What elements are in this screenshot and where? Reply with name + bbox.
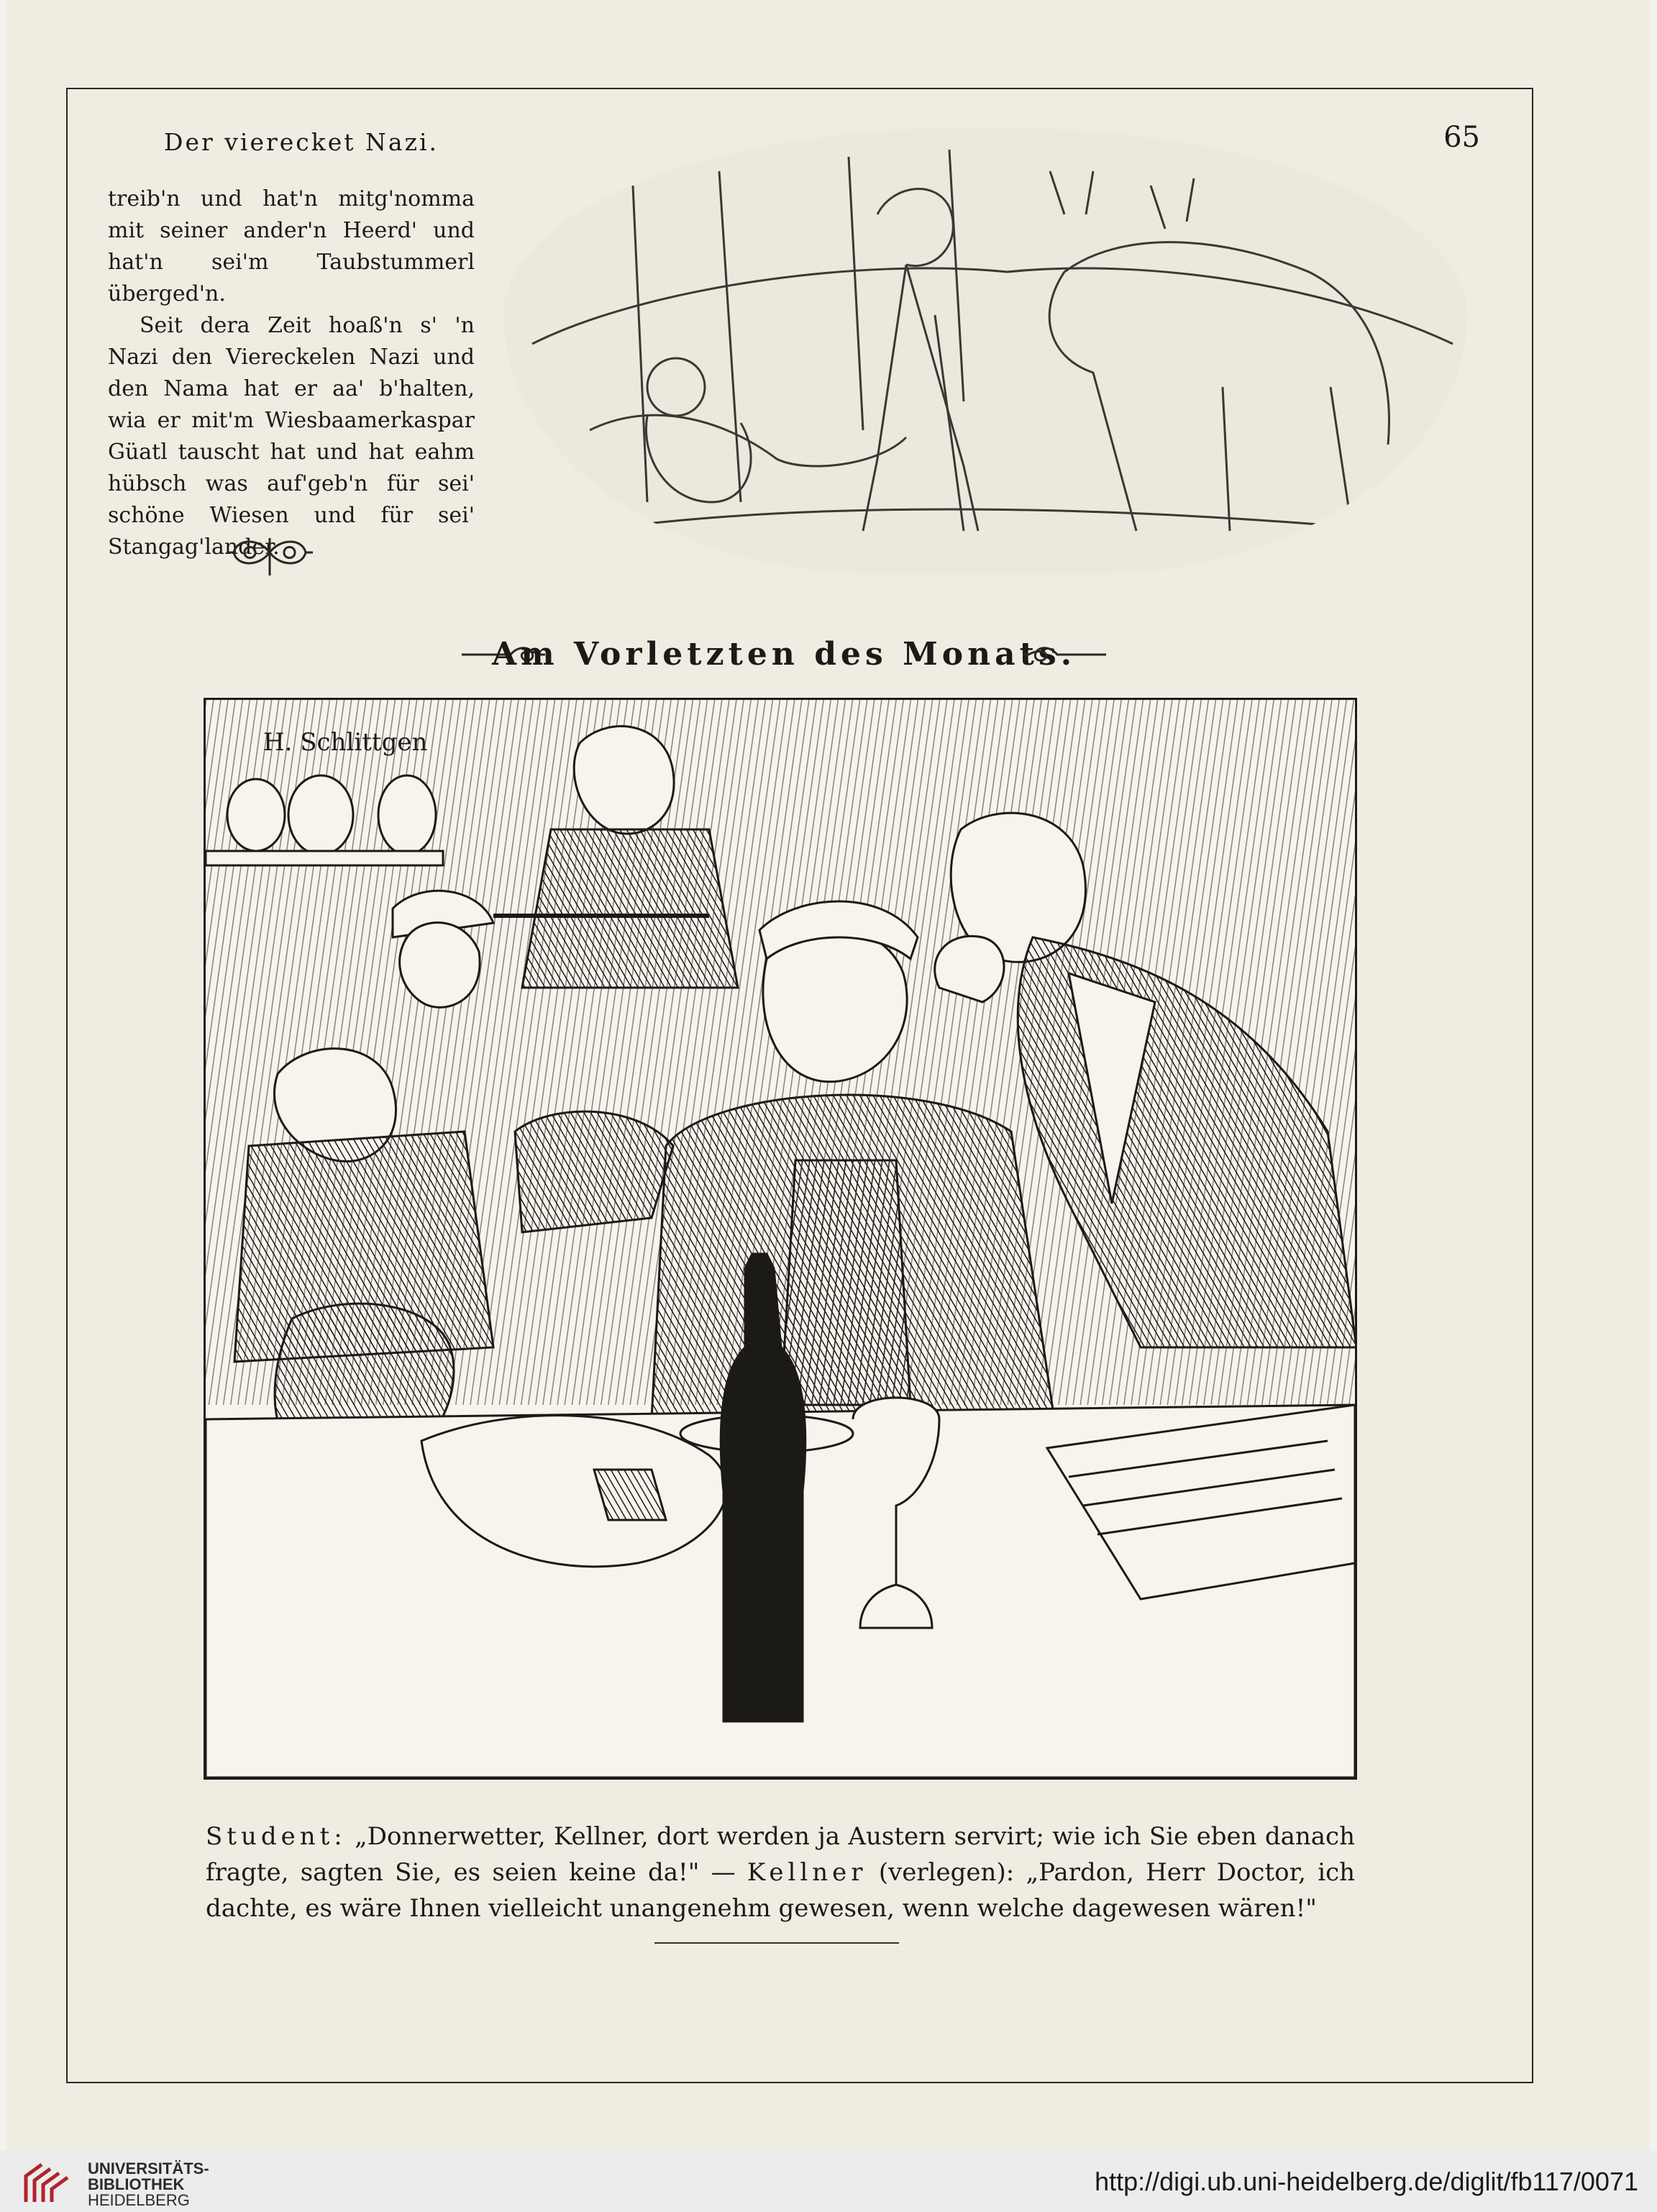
caption-stage-direction: (verlegen): [878,1858,1015,1887]
title-flourish-right [1021,640,1108,669]
top-illustration [503,128,1467,574]
library-logo-icon [20,2160,73,2205]
ornament-vignette [223,524,316,581]
library-name: UNIVERSITÄTS- BIBLIOTHEK HEIDELBERG [88,2159,209,2209]
paragraph-2: Seit dera Zeit hoaß'n s' 'n Nazi den Viereckelen Nazi und den Nama hat er aa' b'halten, wia er mit'm Wiesbaamerkaspar Güatl tauscht hat und hat eahm hübsch was auf'geb'n für sei' schöne Wiesen und für sei' Stangag'lander. [108,313,475,560]
caption-line-student: „Donnerwetter, Kellner, dort werden ja Austern servirt; wie ich Sie eben danach fragte, sagten Sie, es seien keine da!" — [206,1822,1355,1887]
page-number: 65 [1443,121,1480,154]
text-column [108,183,475,563]
main-illustration [204,698,1357,1780]
paragraph-1: treib'n und hat'n mitg'nomma mit seiner ander'n Heerd' und hat'n sei'm Taubstummerl überged'n. [108,186,475,306]
caption-speaker-student: Student: [206,1822,347,1851]
section-title: Am Vorletzten des Monats. [491,636,1077,673]
caption-speaker-waiter: Kellner [747,1858,867,1887]
caption-line-waiter: „Pardon, Herr Doctor, ich dachte, es wäre Ihnen vielleicht unangenehm gewesen, wenn welche dagewesen wären!" [206,1858,1356,1923]
main-illustration-signature: H. Schlittgen [263,728,428,757]
caption [206,1819,1355,1926]
bottom-rule [654,1942,899,1944]
source-url[interactable]: http://digi.ub.uni-heidelberg.de/diglit/fb117/0071 [1095,2167,1638,2196]
running-head: Der vierecket Nazi. [164,128,439,156]
